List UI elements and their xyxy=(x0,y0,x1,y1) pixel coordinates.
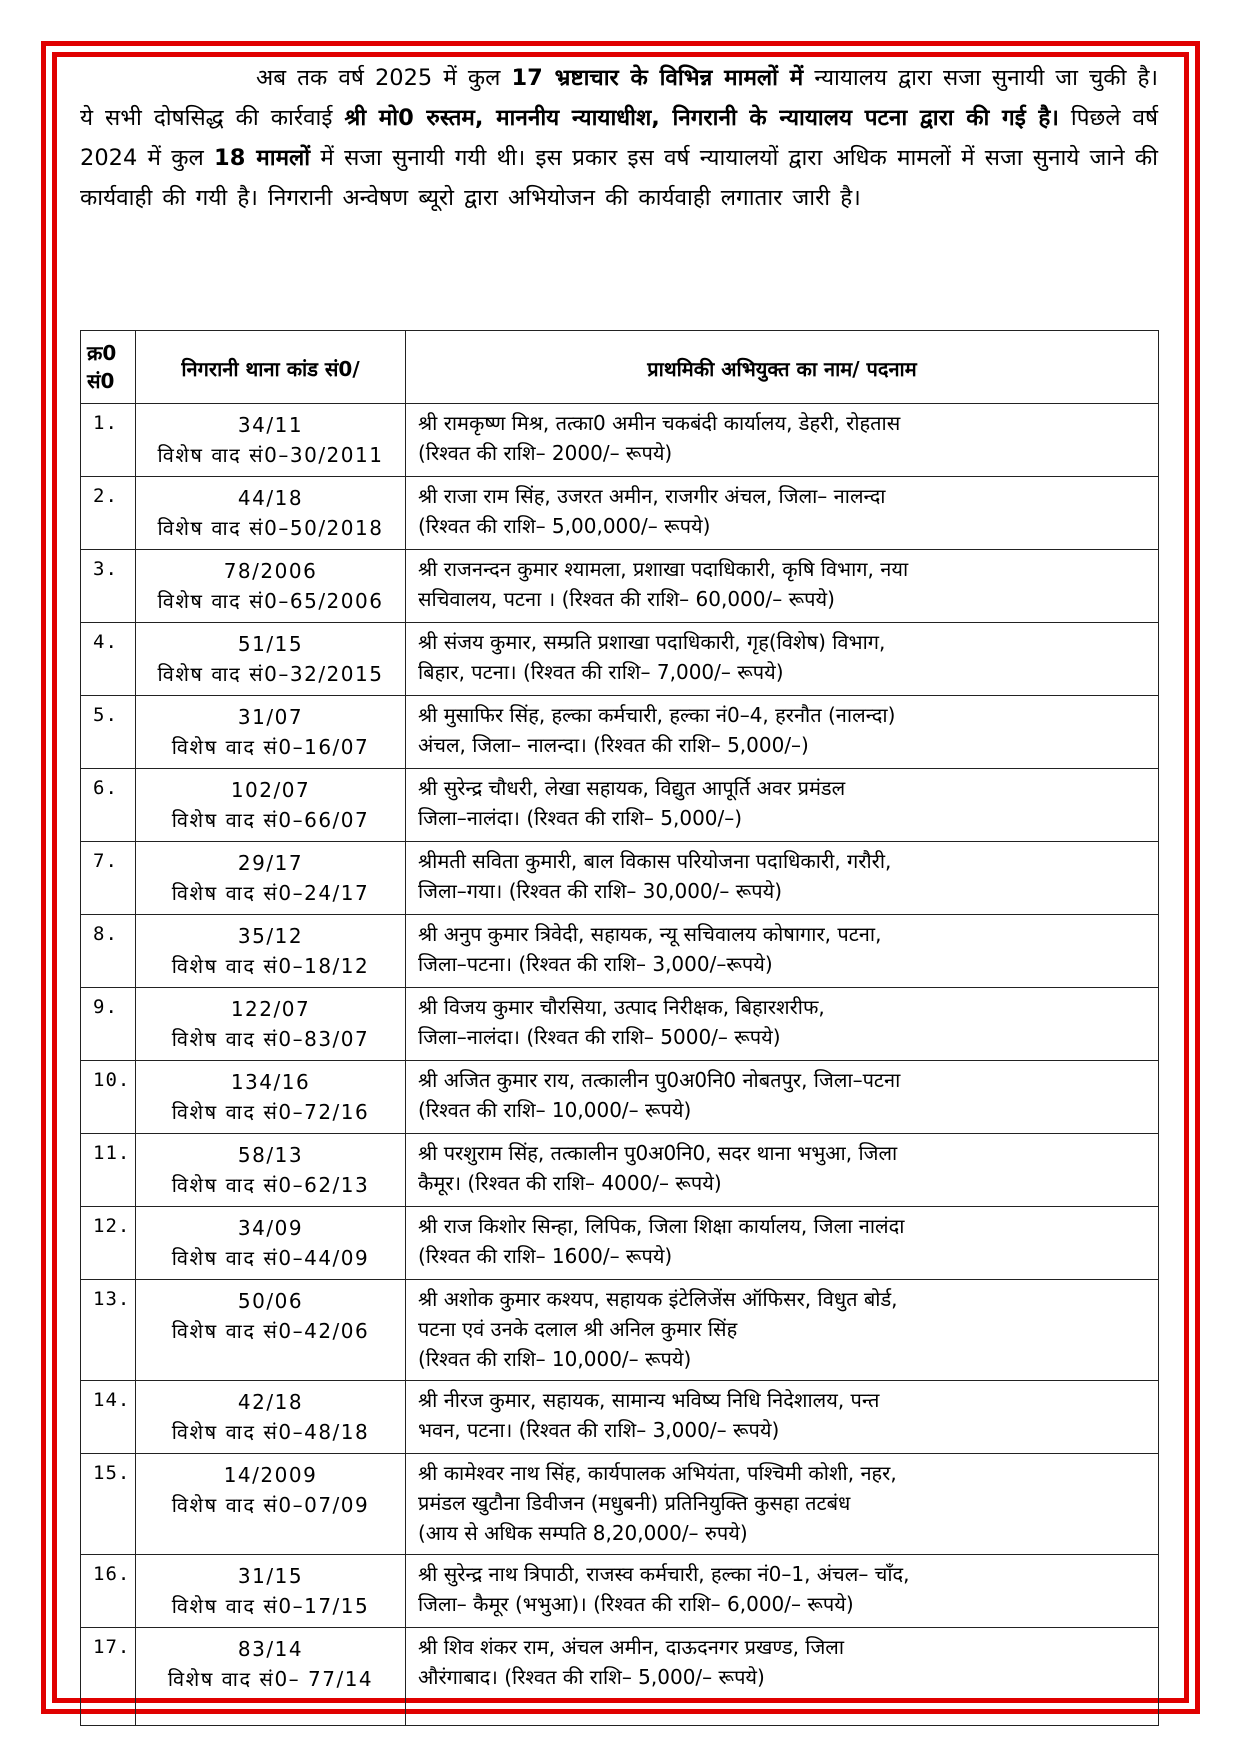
serial-number: 12. xyxy=(81,1207,136,1280)
serial-number: 6. xyxy=(81,769,136,842)
special-case-number: विशेष वाद सं0–42/06 xyxy=(171,1319,370,1343)
case-cell xyxy=(136,842,406,915)
accused-line: सचिवालय, पटना । (रिश्वत की राशि– 60,000/– रूपये) xyxy=(418,587,835,611)
special-case-number: विशेष वाद सं0–50/2018 xyxy=(157,516,384,540)
table-row xyxy=(81,1555,1159,1628)
accused-line: औरंगाबाद। (रिश्वत की राशि– 5,000/– रूपये) xyxy=(418,1665,765,1689)
intro-text-4: में सजा सुनायी गयी थी। इस प्रकार इस वर्ष न्यायालयों द्वारा अधिक मामलों में सजा सुनाये जाने की कार्यवाही की गयी है। निगरानी अन्वेषण ब्यूरो द्वारा अभियोजन की कार्यवाही लगातार जारी है। xyxy=(80,145,1158,211)
special-case-number: विशेष वाद सं0–07/09 xyxy=(171,1493,370,1517)
accused-line: जिला– कैमूर (भभुआ)। (रिश्वत की राशि– 6,000/– रूपये) xyxy=(418,1592,854,1616)
accused-line: श्री अनुप कुमार त्रिवेदी, सहायक, न्यू सचिवालय कोषागार, पटना, xyxy=(418,922,882,946)
case-number: 35/12 xyxy=(237,924,304,948)
accused-cell xyxy=(406,477,1159,550)
intro-bold-1: 17 भ्रष्टाचार के विभिन्न मामलों में xyxy=(511,65,804,91)
accused-cell xyxy=(406,1555,1159,1628)
serial-number: 16. xyxy=(81,1555,136,1628)
serial-number: 17. xyxy=(81,1628,136,1726)
accused-line: श्री अशोक कुमार कश्यप, सहायक इंटेलिजेंस ऑफिसर, विधुत बोर्ड, xyxy=(418,1287,898,1311)
table-row xyxy=(81,1280,1159,1381)
table-row xyxy=(81,769,1159,842)
serial-number: 10. xyxy=(81,1061,136,1134)
case-cell xyxy=(136,1207,406,1280)
accused-cell xyxy=(406,550,1159,623)
header-serial-line1: क्र0 xyxy=(87,341,117,365)
accused-line: बिहार, पटना। (रिश्वत की राशि– 7,000/– रूपये) xyxy=(418,660,784,684)
accused-cell xyxy=(406,1454,1159,1555)
special-case-number: विशेष वाद सं0–18/12 xyxy=(171,954,370,978)
accused-line: प्रमंडल खुटौना डिवीजन (मधुबनी) प्रतिनियुक्ति कुसहा तटबंध xyxy=(418,1491,851,1515)
case-cell xyxy=(136,696,406,769)
serial-number: 11. xyxy=(81,1134,136,1207)
table-row xyxy=(81,988,1159,1061)
special-case-number: विशेष वाद सं0–62/13 xyxy=(171,1173,370,1197)
case-number: 42/18 xyxy=(237,1390,304,1414)
special-case-number: विशेष वाद सं0–44/09 xyxy=(171,1246,370,1270)
accused-cell xyxy=(406,1381,1159,1454)
accused-line: (रिश्वत की राशि– 1600/– रूपये) xyxy=(418,1244,673,1268)
special-case-number: विशेष वाद सं0–72/16 xyxy=(171,1100,370,1124)
table-row xyxy=(81,477,1159,550)
serial-number: 3. xyxy=(81,550,136,623)
case-cell xyxy=(136,1555,406,1628)
accused-line: जिला–पटना। (रिश्वत की राशि– 3,000/–रूपये) xyxy=(418,952,773,976)
table-row xyxy=(81,1381,1159,1454)
accused-line: (रिश्वत की राशि– 10,000/– रूपये) xyxy=(418,1347,692,1371)
case-number: 58/13 xyxy=(237,1143,304,1167)
accused-line: श्री सुरेन्द्र चौधरी, लेखा सहायक, विद्युत आपूर्ति अवर प्रमंडल xyxy=(418,776,846,800)
accused-line: श्री शिव शंकर राम, अंचल अमीन, दाऊदनगर प्रखण्ड, जिला xyxy=(418,1635,845,1659)
accused-cell xyxy=(406,1061,1159,1134)
cases-table xyxy=(80,330,1159,1726)
table-row xyxy=(81,1061,1159,1134)
accused-line: (रिश्वत की राशि– 2000/– रूपये) xyxy=(418,441,673,465)
case-number: 78/2006 xyxy=(223,559,318,583)
case-cell xyxy=(136,623,406,696)
serial-number: 15. xyxy=(81,1454,136,1555)
serial-number: 2. xyxy=(81,477,136,550)
case-cell xyxy=(136,1454,406,1555)
table-row xyxy=(81,404,1159,477)
special-case-number: विशेष वाद सं0–83/07 xyxy=(171,1027,370,1051)
accused-cell xyxy=(406,1280,1159,1381)
table-row xyxy=(81,1134,1159,1207)
special-case-number: विशेष वाद सं0–17/15 xyxy=(171,1594,370,1618)
serial-number: 4. xyxy=(81,623,136,696)
table-header-row xyxy=(81,331,1159,404)
table-row xyxy=(81,1454,1159,1555)
accused-cell xyxy=(406,769,1159,842)
intro-text-2: न्यायालय द्वारा सजा सुनायी जा चुकी है। ये सभी दोषसिद्ध की कार्रवाई xyxy=(80,65,1158,131)
special-case-number: विशेष वाद सं0–32/2015 xyxy=(157,662,384,686)
special-case-number: विशेष वाद सं0– 77/14 xyxy=(167,1667,374,1691)
accused-cell xyxy=(406,1134,1159,1207)
case-cell xyxy=(136,550,406,623)
accused-cell xyxy=(406,1628,1159,1726)
case-number: 122/07 xyxy=(230,997,311,1021)
table-row xyxy=(81,623,1159,696)
accused-line: (रिश्वत की राशि– 5,00,000/– रूपये) xyxy=(418,514,711,538)
accused-line: श्री राजनन्दन कुमार श्यामला, प्रशाखा पदाधिकारी, कृषि विभाग, नया xyxy=(418,557,909,581)
case-cell xyxy=(136,915,406,988)
serial-number: 8. xyxy=(81,915,136,988)
accused-line: पटना एवं उनके दलाल श्री अनिल कुमार सिंह xyxy=(418,1317,738,1341)
header-serial xyxy=(81,331,136,404)
serial-number: 5. xyxy=(81,696,136,769)
accused-line: श्री अजित कुमार राय, तत्कालीन पु0अ0नि0 नोबतपुर, जिला–पटना xyxy=(418,1068,901,1092)
special-case-number: विशेष वाद सं0–16/07 xyxy=(171,735,370,759)
special-case-number: विशेष वाद सं0–48/18 xyxy=(171,1420,370,1444)
accused-cell xyxy=(406,1207,1159,1280)
accused-line: श्री विजय कुमार चौरसिया, उत्पाद निरीक्षक, बिहारशरीफ, xyxy=(418,995,825,1019)
accused-line: अंचल, जिला– नालन्दा। (रिश्वत की राशि– 5,000/–) xyxy=(418,733,809,757)
accused-cell xyxy=(406,915,1159,988)
accused-line: श्री नीरज कुमार, सहायक, सामान्य भविष्य निधि निदेशालय, पन्त xyxy=(418,1388,880,1412)
case-cell xyxy=(136,1134,406,1207)
accused-line: श्री कामेश्वर नाथ सिंह, कार्यपालक अभियंता, पश्चिमी कोशी, नहर, xyxy=(418,1461,897,1485)
accused-line: श्री मुसाफिर सिंह, हल्का कर्मचारी, हल्का नं0–4, हरनौत (नालन्दा) xyxy=(418,703,896,727)
accused-line: (रिश्वत की राशि– 10,000/– रूपये) xyxy=(418,1098,692,1122)
case-number: 134/16 xyxy=(230,1070,311,1094)
serial-number: 7. xyxy=(81,842,136,915)
case-number: 83/14 xyxy=(237,1637,304,1661)
accused-line: जिला–नालंदा। (रिश्वत की राशि– 5000/– रूपये) xyxy=(418,1025,781,1049)
table-row xyxy=(81,696,1159,769)
accused-line: (आय से अधिक सम्पति 8,20,000/– रुपये) xyxy=(418,1521,748,1545)
table-row xyxy=(81,842,1159,915)
intro-text-3: पिछले वर्ष 2024 में कुल xyxy=(80,105,1158,171)
case-cell xyxy=(136,477,406,550)
header-serial-line2: सं0 xyxy=(87,369,115,393)
case-cell xyxy=(136,769,406,842)
case-cell xyxy=(136,1628,406,1726)
special-case-number: विशेष वाद सं0–30/2011 xyxy=(157,443,384,467)
case-number: 29/17 xyxy=(237,851,304,875)
case-number: 34/09 xyxy=(237,1216,304,1240)
accused-cell xyxy=(406,404,1159,477)
special-case-number: विशेष वाद सं0–65/2006 xyxy=(157,589,384,613)
special-case-number: विशेष वाद सं0–66/07 xyxy=(171,808,370,832)
accused-cell xyxy=(406,842,1159,915)
case-number: 51/15 xyxy=(237,632,304,656)
table-body xyxy=(81,404,1159,1726)
serial-number: 14. xyxy=(81,1381,136,1454)
accused-line: भवन, पटना। (रिश्वत की राशि– 3,000/– रूपये) xyxy=(418,1418,780,1442)
serial-number: 13. xyxy=(81,1280,136,1381)
case-cell xyxy=(136,404,406,477)
case-cell xyxy=(136,1381,406,1454)
case-number: 50/06 xyxy=(237,1289,304,1313)
case-cell xyxy=(136,1280,406,1381)
document-content xyxy=(80,58,1158,1691)
table-row xyxy=(81,1207,1159,1280)
accused-line: श्री सुरेन्द्र नाथ त्रिपाठी, राजस्व कर्मचारी, हल्का नं0–1, अंचल– चॉंद, xyxy=(418,1562,910,1586)
case-number: 31/07 xyxy=(237,705,304,729)
accused-line: श्री रामकृष्ण मिश्र, तत्का0 अमीन चकबंदी कार्यालय, डेहरी, रोहतास xyxy=(418,411,901,435)
accused-line: श्री राज किशोर सिन्हा, लिपिक, जिला शिक्षा कार्यालय, जिला नालंदा xyxy=(418,1214,905,1238)
serial-number: 9. xyxy=(81,988,136,1061)
intro-bold-3: 18 मामलों xyxy=(214,145,311,171)
accused-cell xyxy=(406,623,1159,696)
case-cell xyxy=(136,988,406,1061)
accused-line: जिला–गया। (रिश्वत की राशि– 30,000/– रूपये) xyxy=(418,879,783,903)
table-row xyxy=(81,550,1159,623)
case-number: 14/2009 xyxy=(223,1463,318,1487)
header-accused: प्राथमिकी अभियुक्त का नाम/ पदनाम xyxy=(406,331,1159,404)
accused-cell xyxy=(406,988,1159,1061)
table-row xyxy=(81,1628,1159,1726)
intro-paragraph xyxy=(80,58,1158,218)
case-cell xyxy=(136,1061,406,1134)
case-number: 44/18 xyxy=(237,486,304,510)
case-number: 102/07 xyxy=(230,778,311,802)
special-case-number: विशेष वाद सं0–24/17 xyxy=(171,881,370,905)
accused-line: श्री परशुराम सिंह, तत्कालीन पु0अ0नि0, सदर थाना भभुआ, जिला xyxy=(418,1141,898,1165)
accused-line: श्रीमती सविता कुमारी, बाल विकास परियोजना पदाधिकारी, गरौरी, xyxy=(418,849,892,873)
serial-number: 1. xyxy=(81,404,136,477)
case-number: 34/11 xyxy=(237,413,304,437)
intro-text-1: अब तक वर्ष 2025 में कुल xyxy=(256,65,512,91)
case-number: 31/15 xyxy=(237,1564,304,1588)
accused-cell xyxy=(406,696,1159,769)
accused-line: श्री राजा राम सिंह, उजरत अमीन, राजगीर अंचल, जिला– नालन्दा xyxy=(418,484,886,508)
header-case-number: निगरानी थाना कांड सं0/ xyxy=(136,331,406,404)
table-row xyxy=(81,915,1159,988)
accused-line: कैमूर। (रिश्वत की राशि– 4000/– रूपये) xyxy=(418,1171,722,1195)
accused-line: श्री संजय कुमार, सम्प्रति प्रशाखा पदाधिकारी, गृह(विशेष) विभाग, xyxy=(418,630,886,654)
intro-bold-2: श्री मो0 रुस्तम, माननीय न्यायाधीश, निगरानी के न्यायालय पटना द्वारा की गई है। xyxy=(344,105,1059,131)
accused-line: जिला–नालंदा। (रिश्वत की राशि– 5,000/–) xyxy=(418,806,743,830)
